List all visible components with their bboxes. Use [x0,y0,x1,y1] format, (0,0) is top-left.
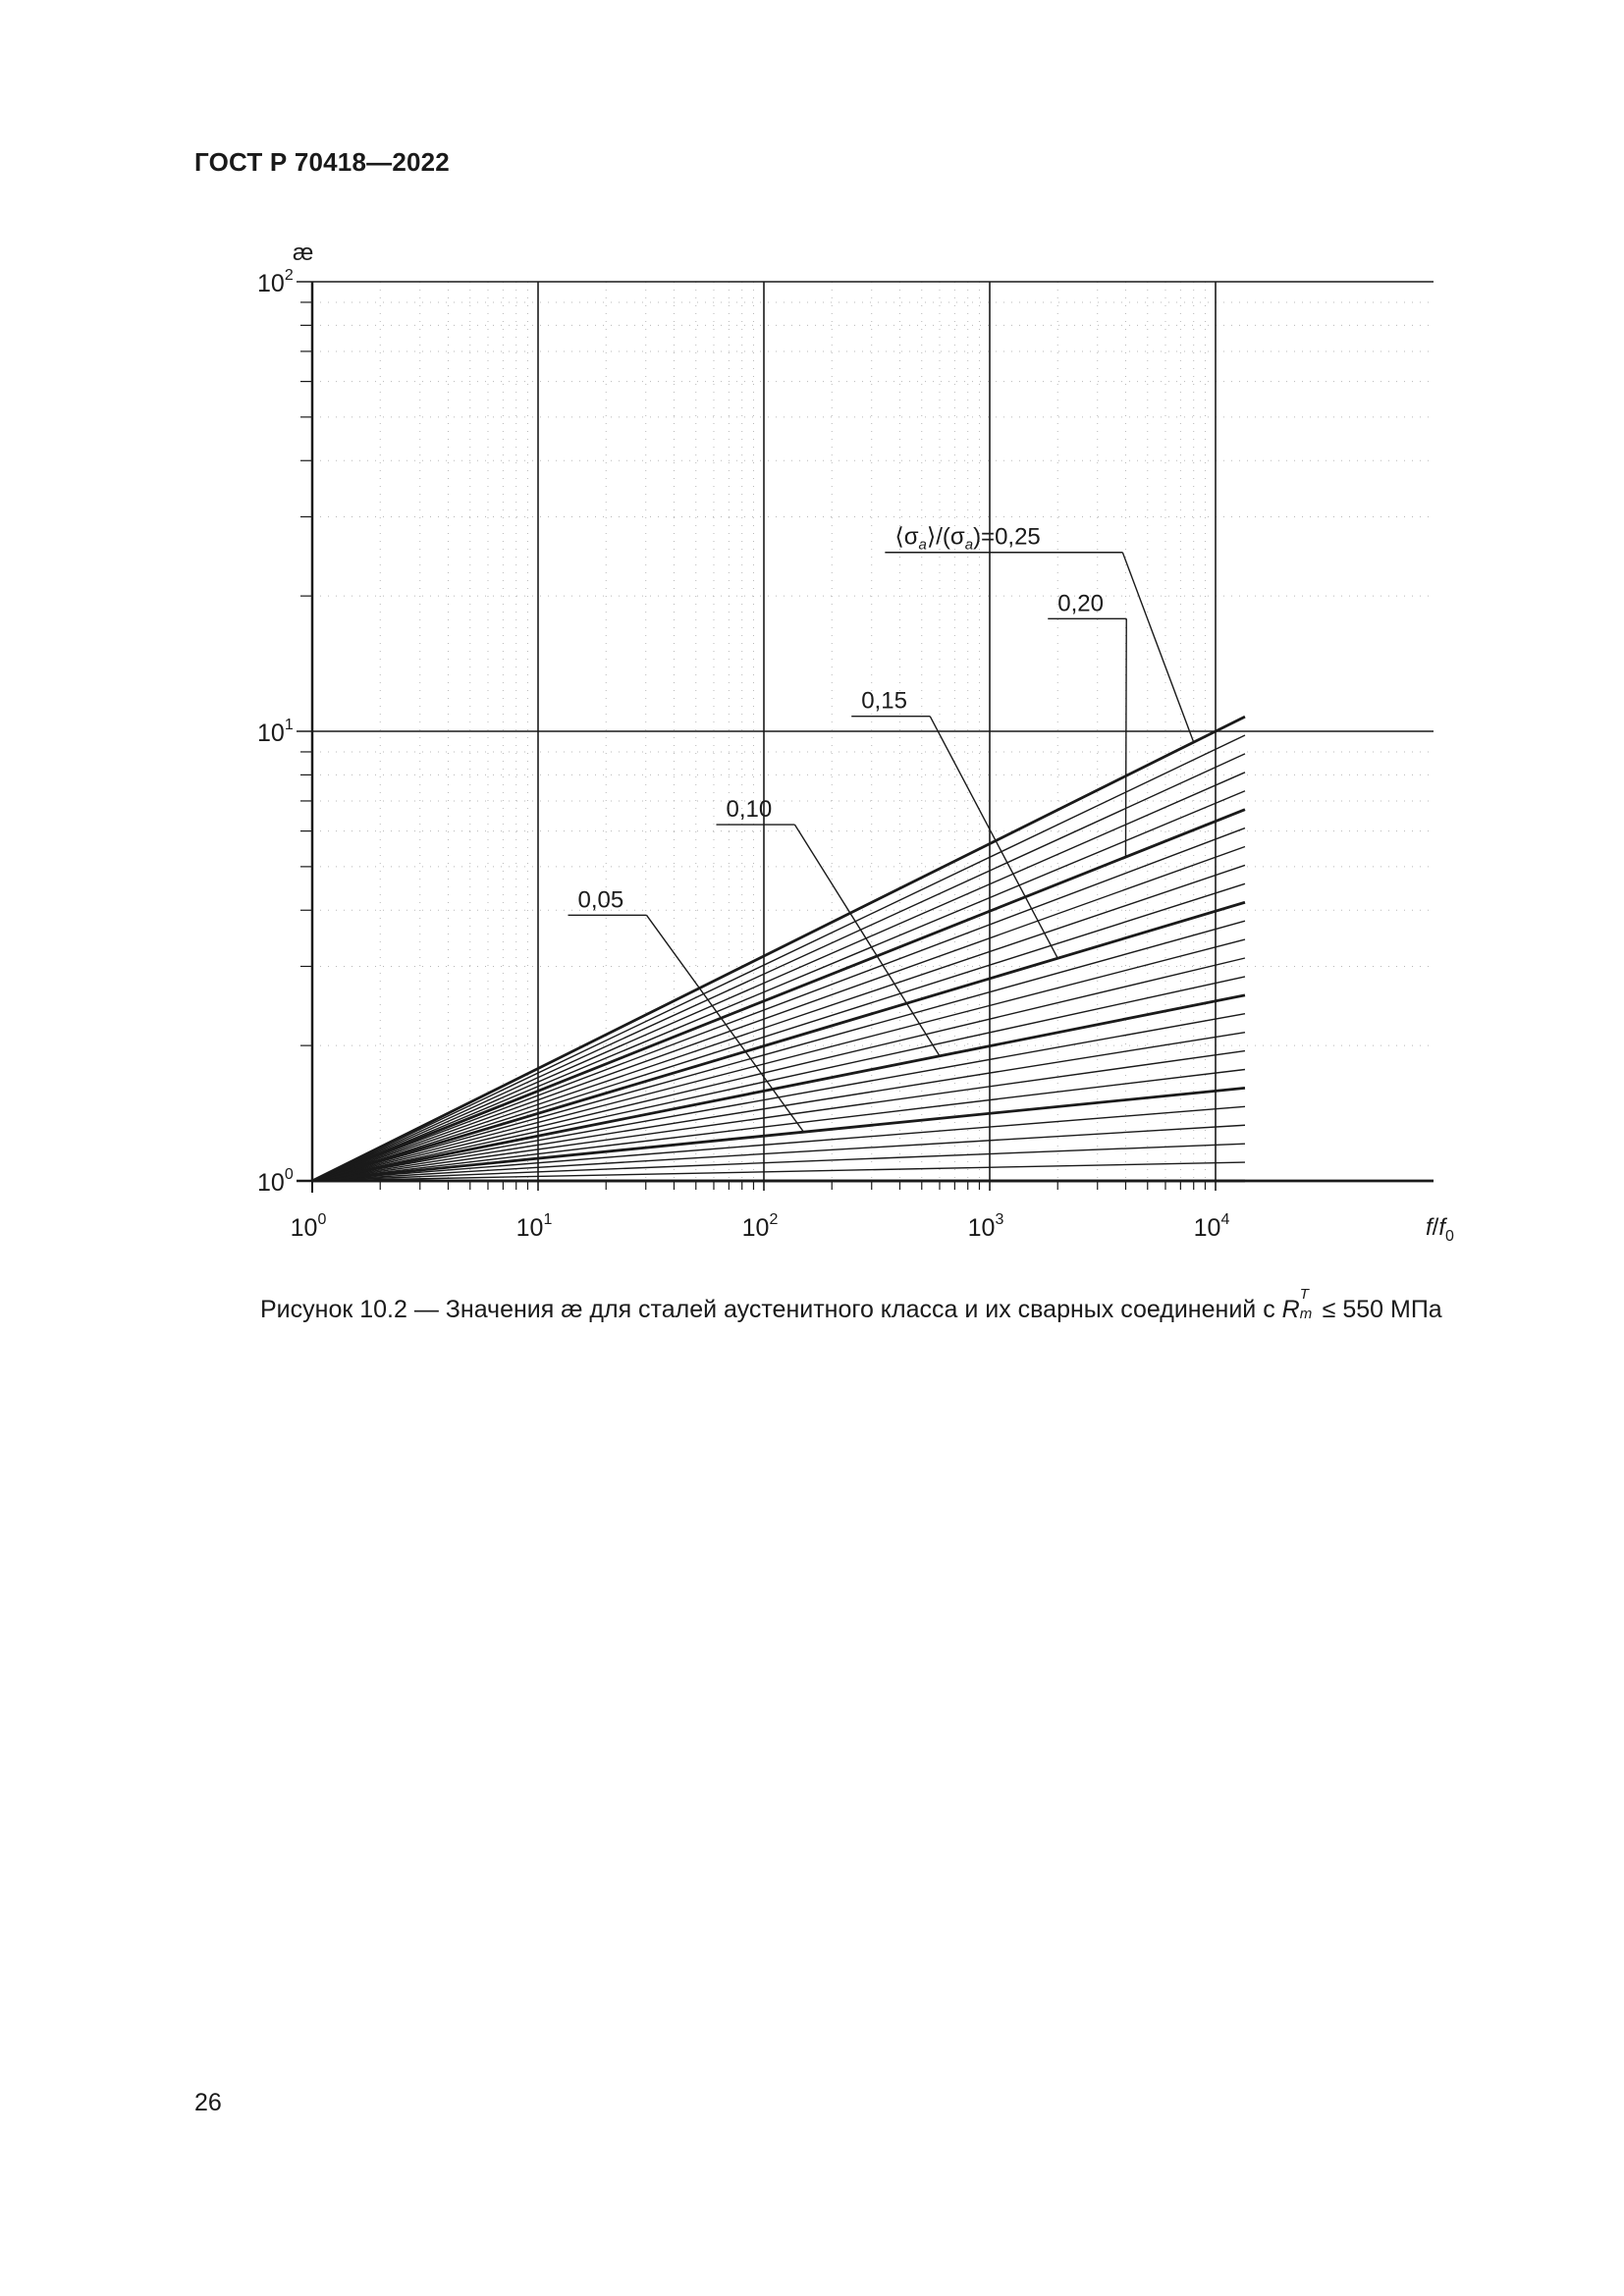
series-label: 0,20 [1057,590,1104,617]
major-grid [297,282,1434,1193]
series-line [312,754,1245,1181]
series-line [312,939,1245,1181]
caption-indices [1299,1286,1316,1322]
series-label: 0,10 [726,796,773,824]
x-tick-exponent: 3 [995,1211,1004,1228]
series-line [312,921,1245,1181]
x-tick-base: 10 [1193,1214,1221,1242]
x-tick-base: 10 [515,1214,544,1242]
series-line [312,883,1245,1181]
x-axis-label-sub: 0 [1445,1228,1454,1245]
x-tick-exponent: 4 [1220,1211,1230,1228]
x-tick-label [968,1211,1004,1242]
x-tick-exponent: 0 [317,1211,327,1228]
x-tick-exponent: 2 [769,1211,779,1228]
y-tick-exponent: 1 [284,717,294,733]
y-tick-label [257,1166,294,1197]
x-tick-base: 10 [290,1214,318,1242]
x-tick-base: 10 [741,1214,770,1242]
y-tick-label [257,267,294,297]
document-header: ГОСТ Р 70418—2022 [194,147,450,177]
series-label: 0,05 [577,886,624,914]
series-label-part: ⟩/(σ [926,523,965,551]
series-line [312,1051,1245,1181]
y-tick-base: 10 [257,270,285,297]
caption-subscript: m [1299,1306,1313,1322]
series-label-leader [1125,618,1126,857]
x-tick-label [742,1211,779,1242]
x-tick-base: 10 [967,1214,996,1242]
series-label-subscript: a [964,536,974,554]
series-line [312,846,1245,1181]
series-line [312,977,1245,1181]
caption-superscript: T [1299,1286,1309,1303]
series-line [312,717,1245,1181]
y-tick-exponent: 2 [284,267,294,284]
caption-suffix: ≤ 550 МПа [1322,1296,1442,1323]
series-label-leader [1122,553,1193,742]
series-line [312,958,1245,1181]
series-label-subscript: a [918,536,927,554]
series-line [312,773,1245,1181]
x-tick-label [291,1211,327,1242]
series-line [312,828,1245,1181]
series-label-part: )=0,25 [973,523,1041,551]
x-axis-label-f: f [1426,1214,1433,1241]
series-line [312,1033,1245,1181]
series-label-leader [930,717,1057,959]
y-tick-label [257,717,294,747]
caption-symbol: R [1281,1296,1300,1323]
series-line [312,1162,1245,1181]
series-line [312,1088,1245,1181]
x-axis-label-f0: f [1438,1214,1446,1241]
y-axis-label: æ [293,240,314,266]
x-axis-label [1426,1214,1454,1245]
series-line [312,735,1245,1181]
x-tick-label [516,1211,553,1242]
figure-caption [260,1286,1442,1324]
minor-ticks [300,302,1205,1190]
y-tick-base: 10 [257,720,285,747]
series-line [312,791,1245,1181]
series-line [312,1144,1245,1181]
series-label [894,524,1040,554]
y-tick-exponent: 0 [284,1166,294,1183]
x-tick-label [1194,1211,1230,1242]
series-label: 0,15 [861,687,907,715]
caption-prefix: Рисунок 10.2 — Значения æ для сталей аустенитного класса и их сварных соединений с [260,1296,1275,1323]
x-axis-label-sep: / [1432,1214,1439,1241]
series-lines [312,717,1245,1181]
series-label-part: ⟨σ [894,523,919,551]
series-line [312,1106,1245,1181]
series-line [312,902,1245,1181]
x-tick-exponent: 1 [543,1211,553,1228]
y-tick-base: 10 [257,1169,285,1197]
page-number: 26 [194,2089,222,2116]
